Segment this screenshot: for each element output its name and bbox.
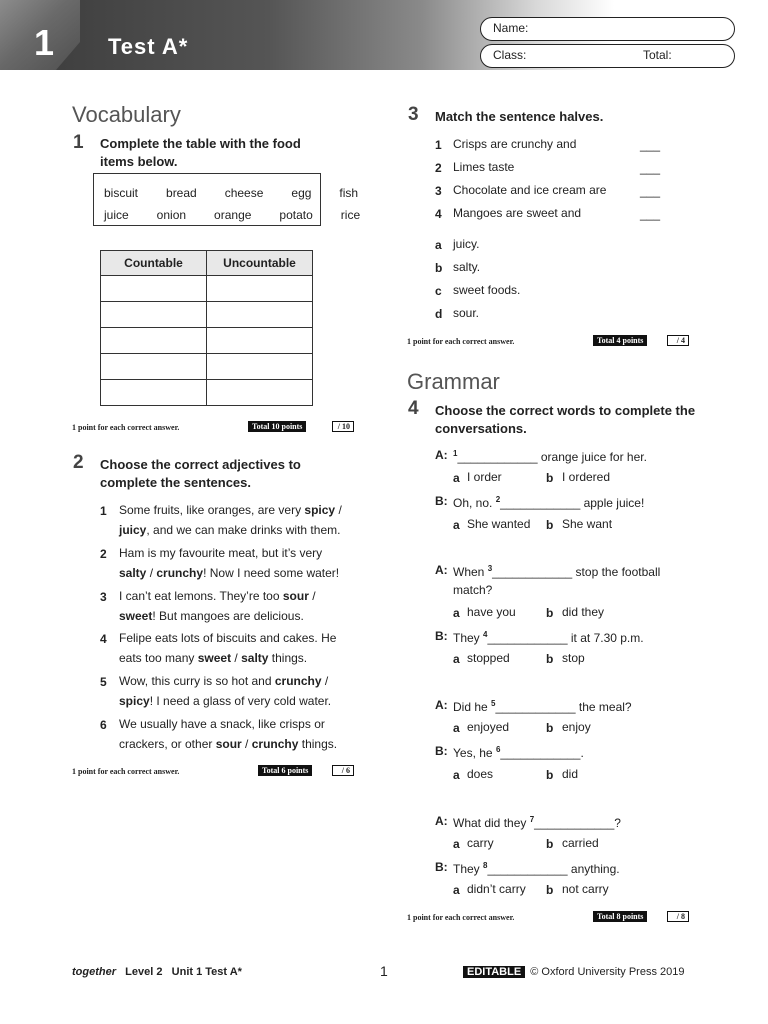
q4-score-total: Total 8 points	[593, 911, 647, 922]
option-7b[interactable]: carried	[562, 836, 599, 850]
item-number: 5	[100, 675, 107, 689]
option-letter: a	[453, 606, 460, 620]
gap-3[interactable]: ____________ stop the football	[492, 565, 661, 579]
answer-cell[interactable]	[207, 328, 313, 354]
class-label: Class:	[493, 48, 527, 62]
q2-score-total: Total 6 points	[258, 765, 312, 776]
answer-blank[interactable]: ___	[640, 207, 661, 221]
sentence-half-3: Chocolate and ice cream are	[453, 183, 607, 197]
option-letter: b	[546, 652, 554, 666]
sentence-6: We usually have a snack, like crisps or crackers, or other sour / crunchy things.	[119, 717, 338, 751]
footer-brand: together	[72, 966, 116, 978]
unit-number: 1	[34, 22, 55, 63]
answer-cell[interactable]	[101, 328, 207, 354]
name-label: Name:	[493, 21, 529, 35]
option-letter: b	[546, 471, 554, 485]
conversation-line-cont: match?	[453, 583, 493, 597]
choice-salty[interactable]: salty	[241, 651, 269, 665]
page-number: 1	[380, 963, 388, 979]
q1-score-box[interactable]: / 10	[332, 421, 354, 432]
question-number-2: 2	[73, 452, 84, 473]
footer-level: Level 2	[125, 966, 163, 978]
item-number: 4	[435, 207, 442, 221]
sentence-half-2: Limes taste	[453, 160, 515, 174]
name-field[interactable]	[480, 17, 735, 41]
q3-score-box[interactable]: / 4	[667, 335, 689, 346]
conversation-line: Yes, he $^6$____________.	[453, 745, 584, 760]
option-letter: c	[435, 284, 442, 298]
q4-score-text: 1 point for each correct answer.	[407, 913, 515, 922]
choice-crunchy[interactable]: crunchy	[251, 737, 299, 751]
answer-blank[interactable]: ___	[640, 161, 661, 175]
choice-juicy[interactable]: juicy	[119, 523, 147, 537]
answer-cell[interactable]	[207, 276, 313, 302]
option-1a[interactable]: I order	[467, 470, 502, 484]
conversation-line: They $^4$____________ it at 7.30 p.m.	[453, 630, 644, 645]
answer-cell[interactable]	[101, 276, 207, 302]
gap-8[interactable]: ____________ anything.	[487, 862, 620, 876]
test-title: Test A*	[108, 34, 189, 59]
option-letter: b	[546, 518, 554, 532]
answer-blank[interactable]: ___	[640, 138, 661, 152]
option-letter: a	[435, 238, 442, 252]
q1-score-total: Total 10 points	[248, 421, 306, 432]
word-box	[93, 173, 361, 226]
gap-7[interactable]: ____________?	[534, 816, 621, 830]
choice-crunchy[interactable]: crunchy	[156, 566, 204, 580]
question-4-instruction: Choose the correct words to complete the conversations.	[435, 403, 696, 436]
footer-unit: Unit 1 Test A*	[171, 966, 242, 978]
option-letter: a	[453, 471, 460, 485]
question-number-1: 1	[73, 132, 84, 153]
conversation-line: What did they $^7$____________?	[453, 815, 621, 830]
sentence-half-4: Mangoes are sweet and	[453, 206, 582, 220]
class-field[interactable]	[480, 44, 735, 68]
choice-spicy[interactable]: spicy	[119, 694, 150, 708]
gap-1[interactable]: ____________ orange juice for her.	[457, 450, 647, 464]
speaker-b: B:	[435, 494, 448, 508]
sentence-2: Ham is my favourite meat, but it’s very salty / crunchy! Now I need some water!	[119, 546, 340, 580]
option-7a[interactable]: carry	[467, 836, 494, 850]
gap-5[interactable]: ____________ the meal?	[495, 700, 632, 714]
item-number: 1	[100, 504, 107, 518]
answer-cell[interactable]	[101, 354, 207, 380]
item-number: 3	[435, 184, 442, 198]
conversation-line: $^1$____________ orange juice for her.	[453, 449, 647, 464]
choice-sweet[interactable]: sweet	[119, 609, 153, 623]
food-table	[100, 250, 313, 406]
speaker-a: A:	[435, 448, 448, 462]
sentence-3: I can’t eat lemons. They’re too sour / sweet! But mangoes are delicious.	[119, 589, 316, 623]
gap-6[interactable]: ____________.	[500, 746, 584, 760]
section-title-vocabulary: Vocabulary	[72, 102, 181, 127]
option-4a[interactable]: stopped	[467, 651, 510, 665]
item-number: 2	[435, 161, 442, 175]
gap-2[interactable]: ____________ apple juice!	[500, 496, 645, 510]
table-header-uncountable: Uncountable	[207, 251, 313, 276]
option-8a[interactable]: didn’t carry	[467, 882, 526, 896]
option-2a[interactable]: She wanted	[467, 517, 531, 531]
sentence-ending-a: juicy.	[453, 237, 480, 251]
word-box-line-2: juice onion orange potato rice	[104, 208, 361, 222]
sentence-4: Felipe eats lots of biscuits and cakes. He eats too many sweet / salty things.	[119, 631, 337, 665]
option-1b[interactable]: I ordered	[562, 470, 611, 484]
table-row	[101, 302, 313, 328]
section-title-grammar: Grammar	[407, 369, 500, 394]
footer-copyright	[463, 966, 684, 978]
speaker-a: A:	[435, 698, 448, 712]
option-letter: a	[453, 518, 460, 532]
sentence-5: Wow, this curry is so hot and crunchy / spicy! I need a glass of very cold water.	[119, 674, 332, 708]
editable-tag: EDITABLE	[463, 966, 525, 978]
option-letter: a	[453, 652, 460, 666]
choice-sweet[interactable]: sweet	[197, 651, 232, 665]
speaker-b: B:	[435, 860, 448, 874]
sentence-1: Some fruits, like oranges, are very spicy / juicy, and we can make drinks with them.	[119, 503, 342, 537]
speaker-a: A:	[435, 563, 448, 577]
table-row	[101, 354, 313, 380]
total-label: Total:	[643, 48, 672, 62]
q3-score-total: Total 4 points	[593, 335, 647, 346]
option-3b[interactable]: did they	[562, 605, 605, 619]
footer-course-info	[72, 966, 242, 978]
choice-crunchy[interactable]: crunchy	[274, 674, 322, 688]
question-3-instruction: Match the sentence halves.	[435, 109, 604, 124]
option-3a[interactable]: have you	[467, 605, 516, 619]
item-number: 2	[100, 547, 107, 561]
choice-sour[interactable]: sour	[215, 737, 242, 751]
word-box-line-1: biscuit bread cheese egg fish	[104, 186, 359, 200]
conversation-line: They $^8$____________ anything.	[453, 861, 620, 876]
table-row	[101, 380, 313, 406]
answer-cell[interactable]	[101, 380, 207, 406]
conversation-line: Did he $^5$____________ the meal?	[453, 699, 632, 714]
item-number: 1	[435, 138, 442, 152]
speaker-a: A:	[435, 814, 448, 828]
q2-score-box[interactable]: / 6	[332, 765, 354, 776]
option-letter: a	[453, 768, 460, 782]
answer-cell[interactable]	[207, 380, 313, 406]
question-2-instruction: Choose the correct adjectives to complete the sentences.	[100, 457, 301, 490]
option-letter: b	[435, 261, 443, 275]
option-letter: b	[546, 768, 554, 782]
option-letter: a	[453, 721, 460, 735]
option-letter: d	[435, 307, 443, 321]
q2-score-text: 1 point for each correct answer.	[72, 767, 180, 776]
question-number-3: 3	[408, 104, 419, 125]
question-number-4: 4	[408, 398, 419, 419]
sentence-ending-c: sweet foods.	[453, 283, 521, 297]
gap-4[interactable]: ____________ it at 7.30 p.m.	[487, 631, 644, 645]
speaker-b: B:	[435, 744, 448, 758]
table-row	[101, 276, 313, 302]
option-8b[interactable]: not carry	[562, 882, 609, 896]
answer-cell[interactable]	[207, 354, 313, 380]
table-header-countable: Countable	[101, 251, 207, 276]
option-letter: a	[453, 883, 460, 897]
answer-blank[interactable]: ___	[640, 184, 661, 198]
table-row	[101, 328, 313, 354]
option-5a[interactable]: enjoyed	[467, 720, 510, 734]
choice-sour[interactable]: sour	[282, 589, 309, 603]
option-4b[interactable]: stop	[562, 651, 585, 665]
option-6a[interactable]: does	[467, 767, 494, 781]
q1-score-text: 1 point for each correct answer.	[72, 423, 180, 432]
choice-salty[interactable]: salty	[119, 566, 147, 580]
option-6b[interactable]: did	[562, 767, 579, 781]
option-letter: a	[453, 837, 460, 851]
option-letter: b	[546, 837, 554, 851]
option-letter: b	[546, 721, 554, 735]
q4-score-box[interactable]: / 8	[667, 911, 689, 922]
choice-spicy[interactable]: spicy	[304, 503, 336, 517]
sentence-ending-b: salty.	[453, 260, 481, 274]
item-number: 3	[100, 590, 107, 604]
option-2b[interactable]: She want	[562, 517, 613, 531]
item-number: 4	[100, 632, 107, 646]
sentence-half-1: Crisps are crunchy and	[453, 137, 577, 151]
sentence-ending-d: sour.	[453, 306, 480, 320]
answer-cell[interactable]	[207, 302, 313, 328]
option-letter: b	[546, 883, 554, 897]
option-5b[interactable]: enjoy	[562, 720, 591, 734]
answer-cell[interactable]	[101, 302, 207, 328]
option-letter: b	[546, 606, 554, 620]
conversation-line: When $^3$____________ stop the football	[453, 564, 661, 579]
question-1-instruction: Complete the table with the food items below.	[100, 136, 301, 169]
q3-score-text: 1 point for each correct answer.	[407, 337, 515, 346]
conversation-line: Oh, no. $^2$____________ apple juice!	[453, 495, 645, 510]
speaker-b: B:	[435, 629, 448, 643]
item-number: 6	[100, 718, 107, 732]
copyright-text: © Oxford University Press 2019	[530, 966, 685, 978]
